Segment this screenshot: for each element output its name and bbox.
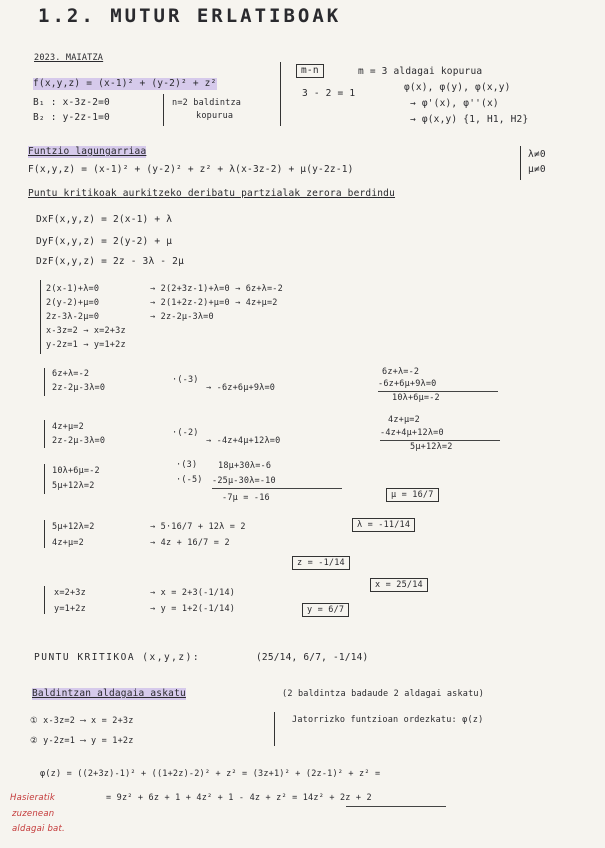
- step2-op: ·(-2): [172, 428, 199, 438]
- result-underline: [346, 806, 446, 807]
- phi-xy: → φ(x,y) {1, H1, H2}: [410, 114, 529, 125]
- y-result: y = 6/7: [302, 603, 349, 617]
- step4-b1: → 5·16/7 + 12λ = 2: [150, 522, 246, 532]
- page-title: 1.2. MUTUR ERLATIBOAK: [38, 5, 342, 27]
- step4-b2: → 4z + 16/7 = 2: [150, 538, 230, 548]
- side-note-2: zuzenean: [12, 809, 55, 819]
- system-eq2-sub: → 2(1+2z-2)+μ=0 → 4z+μ=2: [150, 298, 278, 308]
- step4-eq1: 5μ+12λ=2: [52, 522, 95, 532]
- sum-line: [212, 488, 342, 489]
- m-variables: m = 3 aldagai kopurua: [358, 66, 483, 77]
- step5-eq1: x=2+3z: [54, 588, 86, 598]
- constraint-b1: B₁ : x-3z-2=0: [33, 97, 110, 108]
- partial-z: DzF(x,y,z) = 2z - 3λ - 2μ: [36, 256, 184, 267]
- phi-list: φ(x), φ(y), φ(x,y): [404, 82, 511, 93]
- mu-condition: μ≠0: [528, 164, 546, 175]
- step3-b2: -25μ-30λ=-10: [212, 476, 276, 486]
- brace: [44, 586, 45, 614]
- step5-b2: → y = 1+2(-1/14): [150, 604, 236, 614]
- step1-eq1: 6z+λ=-2: [52, 369, 90, 379]
- step2-eq2: 2z-2μ-3λ=0: [52, 436, 106, 446]
- brace: [44, 420, 45, 448]
- z-result: z = -1/14: [292, 556, 350, 570]
- step2-r3: 5μ+12λ=2: [410, 442, 453, 452]
- mu-result: μ = 16/7: [386, 488, 439, 502]
- critical-value: (25/14, 6/7, -1/14): [256, 652, 369, 663]
- step3-op1: ·(3): [176, 460, 198, 470]
- partial-x: DxF(x,y,z) = 2(x-1) + λ: [36, 214, 173, 225]
- critical-label: PUNTU KRITIKOA (x,y,z):: [34, 652, 201, 663]
- step3-sum: -7μ = -16: [222, 493, 270, 503]
- step1-r1: 6z+λ=-2: [382, 367, 420, 377]
- bracket: [40, 280, 41, 354]
- brace: [44, 520, 45, 548]
- system-eq3: 2z-3λ-2μ=0: [46, 312, 100, 322]
- side-note-1: Hasieratik: [10, 793, 55, 803]
- system-eq1-sub: → 2(2+3z-1)+λ=0 → 6z+λ=-2: [150, 284, 283, 294]
- phi-line2: = 9z² + 6z + 1 + 4z² + 1 - 4z + z² = 14z² + 2z + 2: [106, 793, 372, 803]
- step3-b1: 18μ+30λ=-6: [218, 461, 272, 471]
- phi-line1: φ(z) = ((2+3z)-1)² + ((1+2z)-2)² + z² = (3z+1)² + (2z-1)² + z² =: [40, 769, 381, 779]
- system-eq2: 2(y-2)+μ=0: [46, 298, 100, 308]
- step1-result: → -6z+6μ+9λ=0: [206, 383, 276, 393]
- step3-eq1: 10λ+6μ=-2: [52, 466, 100, 476]
- step3-op2: ·(-5): [176, 475, 203, 485]
- step2-r1: 4z+μ=2: [388, 415, 420, 425]
- step5-b1: → x = 2+3(-1/14): [150, 588, 236, 598]
- function-definition: f(x,y,z) = (x-1)² + (y-2)² + z²: [33, 78, 217, 89]
- system-eq4: x-3z=2 → x=2+3z: [46, 326, 126, 336]
- condition-1: ① x-3z=2 ⟶ x = 2+3z: [30, 716, 134, 726]
- partials-heading: Puntu kritikoak aurkitzeko deribatu partzialak zerora berdindu: [28, 188, 396, 199]
- n-conditions: n=2 baldintza: [172, 98, 242, 108]
- lambda-result: λ = -11/14: [352, 518, 415, 532]
- constraint-b2: B₂ : y-2z-1=0: [33, 112, 110, 123]
- step2-result: → -4z+4μ+12λ=0: [206, 436, 281, 446]
- partial-y: DyF(x,y,z) = 2(y-2) + μ: [36, 236, 173, 247]
- x-result: x = 25/14: [370, 578, 428, 592]
- conditions-note: (2 baldintza badaude 2 aldagai askatu): [282, 689, 485, 699]
- brace: [274, 712, 275, 746]
- step1-op: ·(-3): [172, 375, 199, 385]
- side-note-3: aldagai bat.: [12, 824, 65, 834]
- mn-box: m-n: [296, 64, 324, 78]
- brace: [520, 146, 521, 180]
- difference: 3 - 2 = 1: [302, 88, 356, 99]
- step4-eq2: 4z+μ=2: [52, 538, 84, 548]
- brace: [163, 94, 164, 126]
- step1-eq2: 2z-2μ-3λ=0: [52, 383, 106, 393]
- system-eq5: y-2z=1 → y=1+2z: [46, 340, 126, 350]
- step5-eq2: y=1+2z: [54, 604, 86, 614]
- step1-r3: 10λ+6μ=-2: [392, 393, 440, 403]
- brace: [44, 368, 45, 396]
- step2-eq1: 4z+μ=2: [52, 422, 84, 432]
- year-tag: 2023. MAIATZA: [34, 53, 104, 63]
- brace: [280, 62, 281, 126]
- step2-r2: -4z+4μ+12λ=0: [380, 428, 444, 438]
- phi-x: → φ'(x), φ''(x): [410, 98, 499, 109]
- system-eq1: 2(x-1)+λ=0: [46, 284, 100, 294]
- lagrange-heading: Funtzio lagungarriaa: [28, 146, 147, 157]
- step1-r2: -6z+6μ+9λ=0: [378, 379, 437, 389]
- condition-2: ② y-2z=1 ⟶ y = 1+2z: [30, 736, 134, 746]
- lambda-condition: λ≠0: [528, 149, 546, 160]
- substitute-note: Jatorrizko funtzioan ordezkatu: φ(z): [292, 715, 484, 725]
- kopuru-label: kopurua: [196, 111, 234, 121]
- step3-eq2: 5μ+12λ=2: [52, 481, 95, 491]
- lagrange-function: F(x,y,z) = (x-1)² + (y-2)² + z² + λ(x-3z-2) + μ(y-2z-1): [28, 164, 354, 175]
- conditions-heading: Baldintzan aldagaia askatu: [32, 688, 186, 699]
- system-eq3-sub: → 2z-2μ-3λ=0: [150, 312, 214, 322]
- brace: [44, 464, 45, 494]
